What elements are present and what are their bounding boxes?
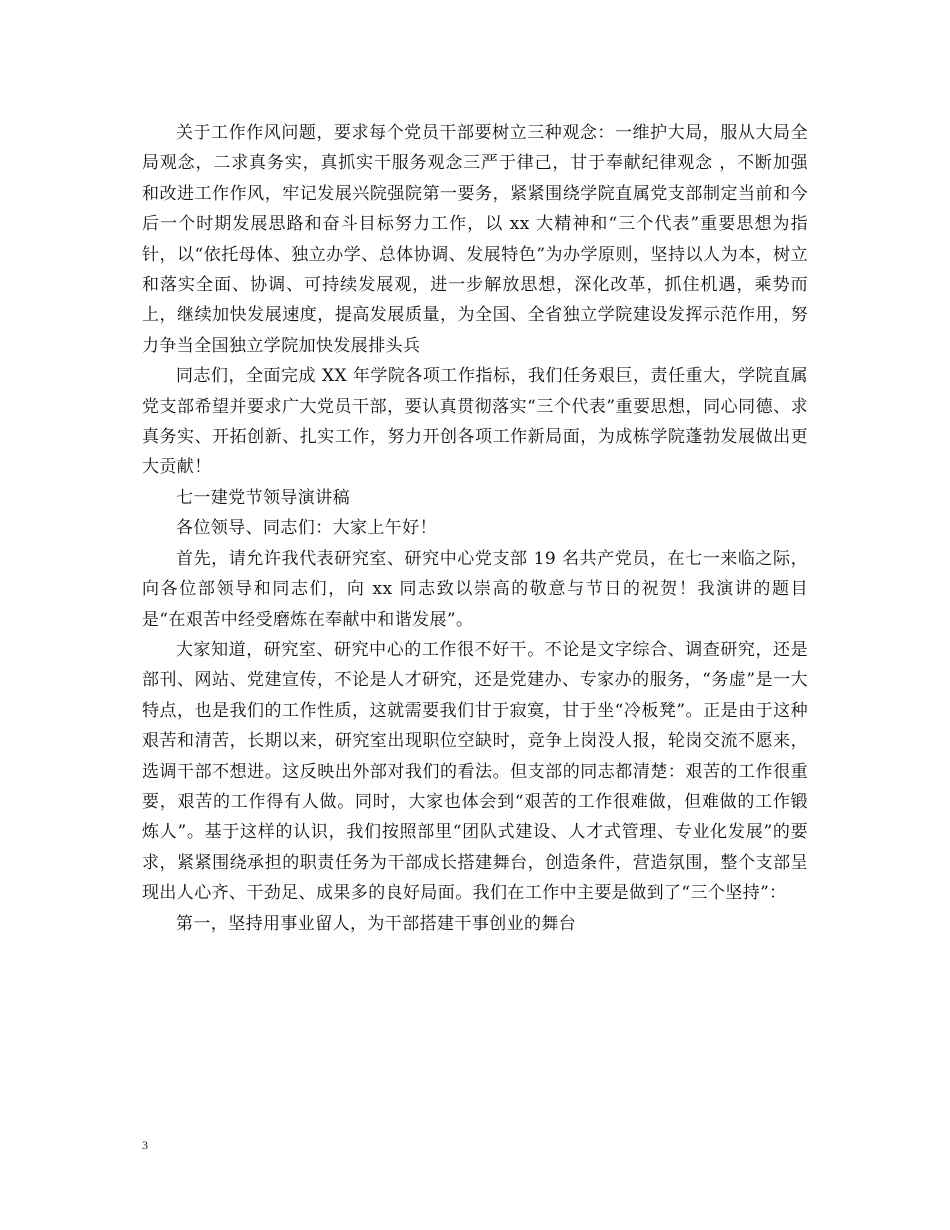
greeting: 各位领导、同志们：大家上午好！	[176, 518, 437, 539]
paragraph-research-work: 大家知道，研究室、研究中心的工作很不好干。不论是文字综合、调查研究，还是部刊、网站、党建宣传，不论是人才研究，还是党建办、专家办的服务，“务虚”是一大特点，也是我们的工作性质，这就需要我们甘于寂寞，甘于坐“冷板凳”。正是由于这种艰苦和清苦，长期以来，研究室出现职位空缺时，竞争上岗没人报，轮岗交流不愿来，选调干部不想进。这反映出外部对我们的看法。但支部的同志都清楚：艰苦的工作很重要，艰苦的工作得有人做。同时，大家也体会到“艰苦的工作很难做，但难做的工作锻炼人”。基于这样的认识，我们按照部里“团队式建设、人才式管理、专业化发展”的要求，紧紧围绕承担的职责任务为干部成长搭建舞台，创造条件，营造氛围，整个支部呈现出人心齐、干劲足、成果多的良好局面。我们在工作中主要是做到了“三个坚持”：	[142, 639, 808, 904]
paragraph-first-point: 第一，坚持用事业留人，为干部搭建干事创业的舞台	[176, 913, 577, 934]
paragraph-comrades: 同志们，全面完成 XX 年学院各项工作指标，我们任务艰巨，责任重大，学院直属党支部希望并要求广大党员干部，要认真贯彻落实“三个代表”重要思想，同心同德、求真务实、开拓创新、扎实工作，努力开创各项工作新局面，为成栋学院蓬勃发展做出更大贡献！	[142, 366, 808, 478]
document-body	[142, 118, 808, 939]
page-number: 3	[142, 1138, 148, 1152]
paragraph-introduction: 首先，请允许我代表研究室、研究中心党支部 19 名共产党员，在七一来临之际，向各位部领导和同志们，向 xx 同志致以崇高的敬意与节日的祝贺！我演讲的题目是“在艰苦中经受磨炼在奉献中和谐发展”。	[142, 548, 808, 630]
speech-title: 七一建党节领导演讲稿	[176, 487, 350, 508]
paragraph-work-style: 关于工作作风问题，要求每个党员干部要树立三种观念：一维护大局，服从大局全局观念，二求真务实，真抓实干服务观念三严于律己，甘于奉献纪律观念 ，不断加强和改进工作作风，牢记发展兴院强院第一要务，紧紧围绕学院直属党支部制定当前和今后一个时期发展思路和奋斗目标努力工作，以 xx 大精神和“三个代表”重要思想为指针，以“依托母体、独立办学、总体协调、发展特色”为办学原则，坚持以人为本，树立和落实全面、协调、可持续发展观，进一步解放思想，深化改革，抓住机遇，乘势而上，继续加快发展速度，提高发展质量，为全国、全省独立学院建设发挥示范作用，努力争当全国独立学院加快发展排头兵	[142, 123, 808, 356]
